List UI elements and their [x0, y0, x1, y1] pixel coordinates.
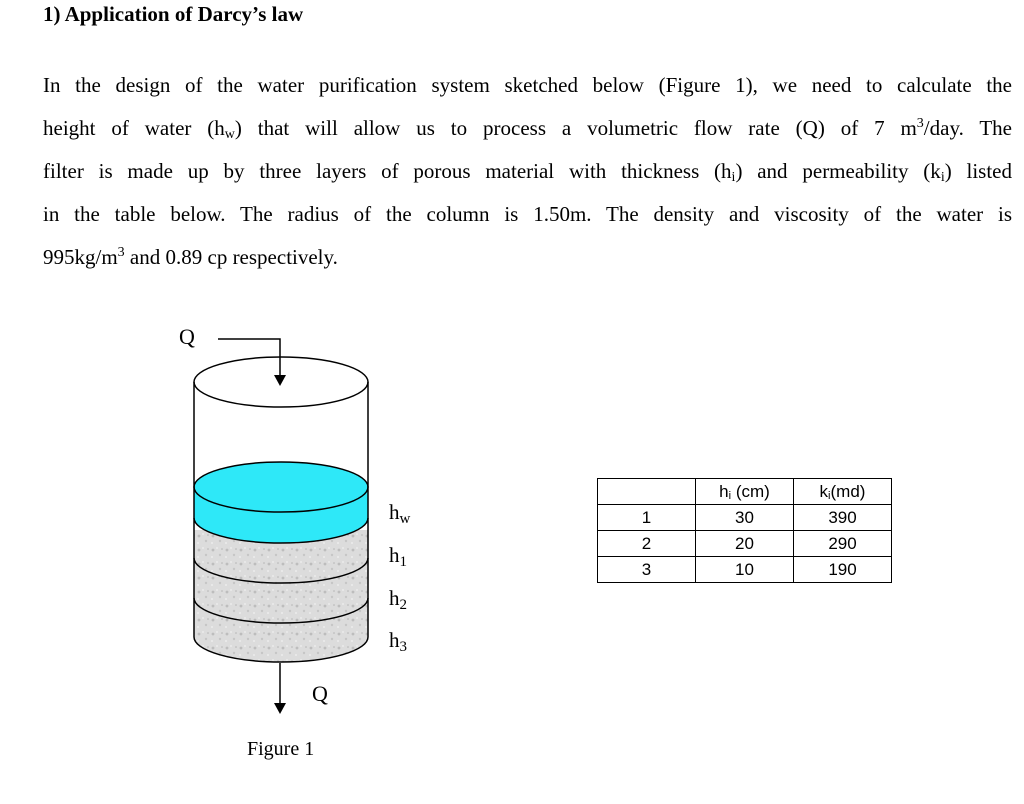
label-hw: $h_w$	[389, 500, 411, 527]
layer-properties-table	[597, 478, 892, 583]
label-h3: $h_3$	[389, 628, 407, 655]
gravel-layers	[194, 530, 368, 662]
paragraph-line-1: In the design of the water purification system sketched below (Figure 1), we need to calculate the	[43, 73, 1012, 97]
header-permeability: $k_i(md)$	[794, 479, 892, 505]
table-cell: 2	[598, 531, 696, 557]
water-surface	[194, 462, 368, 512]
paragraph-line-2: height of water $(h_w)$ that will allow us to process a volumetric flow rate (Q) of 7 $m^3$/day. The	[43, 116, 1012, 142]
table-cell: 20	[696, 531, 794, 557]
figure-caption: Figure 1	[247, 738, 315, 760]
label-h2: $h_2$	[389, 586, 407, 613]
table-cell: 290	[794, 531, 892, 557]
table-row	[598, 557, 892, 583]
table-row	[598, 505, 892, 531]
paragraph-line-5: $995kg/m^3$ and 0.89 cp respectively.	[43, 245, 338, 269]
table-cell: 190	[794, 557, 892, 583]
paragraph-line-4: in the table below. The radius of the column is 1.50m. The density and viscosity of the water is	[43, 202, 1012, 226]
header-index	[598, 479, 696, 505]
table-row	[598, 531, 892, 557]
outflow-arrowhead	[274, 703, 286, 714]
header-thickness: $h_i$ (cm)	[696, 479, 794, 505]
table-header-row	[598, 479, 892, 505]
table-cell: 10	[696, 557, 794, 583]
section-heading: 1) Application of Darcy’s law	[43, 2, 304, 26]
table-cell: 390	[794, 505, 892, 531]
table-cell: 30	[696, 505, 794, 531]
table-cell: 3	[598, 557, 696, 583]
outflow-label: Q	[312, 681, 328, 706]
inflow-label: Q	[179, 324, 195, 349]
paragraph-line-3: filter is made up by three layers of porous material with thickness $(h_i)$ and permeability $(k_i)$ listed	[43, 159, 1013, 185]
table-cell: 1	[598, 505, 696, 531]
label-h1: $h_1$	[389, 543, 407, 570]
